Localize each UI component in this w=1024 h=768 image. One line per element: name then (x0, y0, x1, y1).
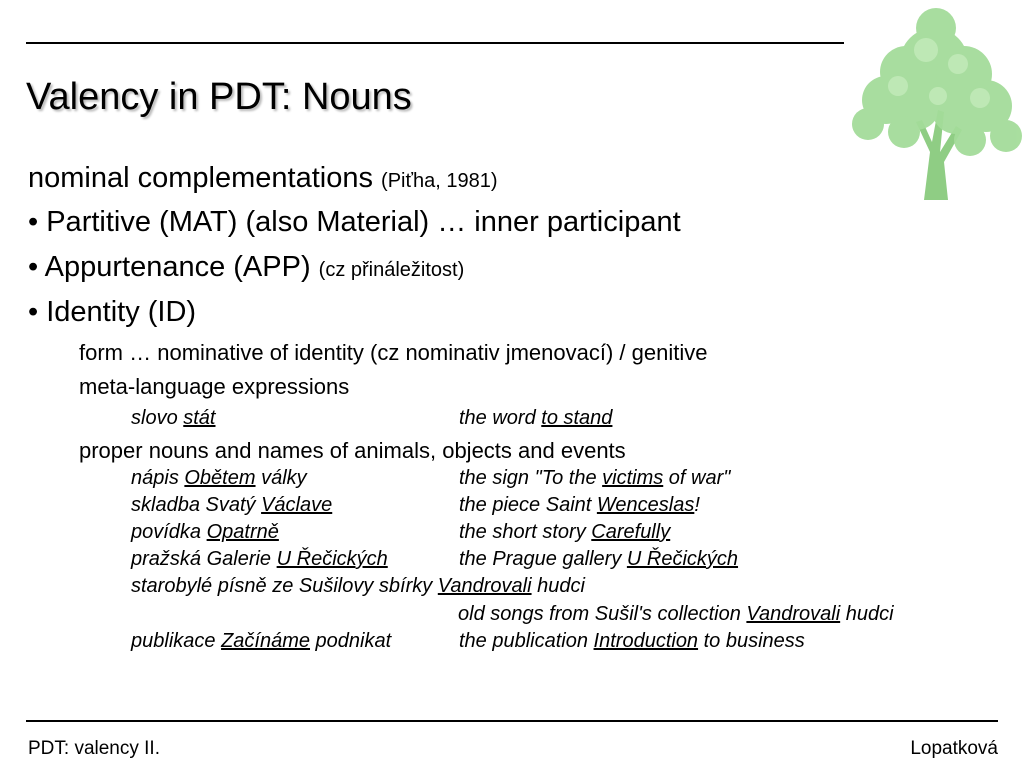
slide-title: Valency in PDT: Nouns (26, 76, 412, 118)
app-note: (cz přináležitost) (318, 259, 465, 281)
bullet-id: • Identity (ID) (28, 296, 197, 328)
bottom-rule (26, 720, 998, 722)
bullet-app: • Appurtenance (APP) (cz přináležitost) (28, 251, 465, 283)
footer-left: PDT: valency II. (28, 738, 160, 759)
bullet-mat: • Partitive (MAT) (also Material) … inner participant (28, 206, 681, 238)
example-cz: publikace Začínáme podnikat (131, 630, 392, 652)
example-cz: pražská Galerie U Řečických (131, 548, 388, 570)
tree-icon (846, 2, 1024, 202)
citation: (Piťha, 1981) (381, 170, 498, 192)
meta-line: meta-language expressions (79, 374, 350, 399)
intro-line: nominal complementations (Piťha, 1981) (28, 162, 498, 194)
proper-line: proper nouns and names of animals, objects and events (79, 438, 626, 463)
example-en: the publication Introduction to business (459, 630, 805, 652)
example-cz: nápis Obětem války (131, 467, 307, 489)
form-line: form … nominative of identity (cz nominativ jmenovací) / genitive (79, 340, 708, 365)
example-en: the piece Saint Wenceslas! (459, 494, 700, 516)
example-en: the short story Carefully (459, 521, 671, 543)
example-en: the word to stand (459, 407, 613, 429)
example-en: the Prague gallery U Řečických (459, 548, 739, 570)
example-en: the sign "To the victims of war" (459, 467, 731, 489)
example-cz: povídka Opatrně (131, 521, 279, 543)
example-cz: starobylé písně ze Sušilovy sbírky Vandrovali hudci (131, 575, 585, 597)
top-rule (26, 42, 844, 44)
example-en: old songs from Sušil's collection Vandrovali hudci (458, 603, 894, 625)
example-cz: skladba Svatý Václave (131, 494, 333, 516)
footer-right: Lopatková (910, 738, 998, 759)
example-cz: slovo stát (131, 407, 216, 429)
